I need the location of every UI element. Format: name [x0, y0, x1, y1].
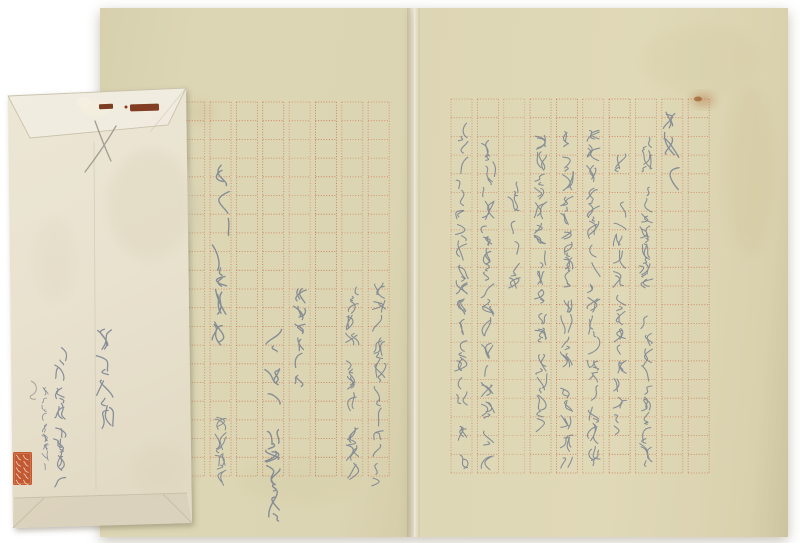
handwriting-column-r-line6: [508, 182, 520, 288]
handwriting-column-r-line4: [560, 131, 573, 468]
handwriting-column-l-date: [294, 289, 307, 387]
handwriting-column-r-line3: [587, 130, 600, 465]
age-spot: [240, 455, 360, 505]
envelope: [8, 88, 192, 528]
age-spot: [33, 218, 77, 302]
tape-stain: [130, 104, 159, 112]
tape-stain: [99, 104, 113, 109]
envelope-bottom-shade: [13, 493, 192, 528]
rust-stain: [694, 97, 702, 102]
handwriting-column-r-line2: [613, 154, 626, 435]
glue-residue: [76, 97, 92, 107]
tape-stain: [125, 106, 128, 109]
age-spot: [640, 25, 760, 95]
collector-seal: [13, 452, 32, 485]
handwriting-column-l-line1: [372, 283, 386, 486]
handwriting-column-l-addressee: [212, 165, 229, 344]
handwriting-column-l-line2: [346, 287, 359, 479]
handwriting-column-r-line5: [534, 135, 547, 431]
handwriting-column-l-honorific: [215, 417, 227, 485]
grid-right-page: [451, 99, 709, 473]
handwriting-column-r-opening: [664, 112, 680, 189]
age-spot: [724, 85, 776, 255]
age-spot: [132, 444, 188, 496]
age-spot: [108, 150, 192, 260]
